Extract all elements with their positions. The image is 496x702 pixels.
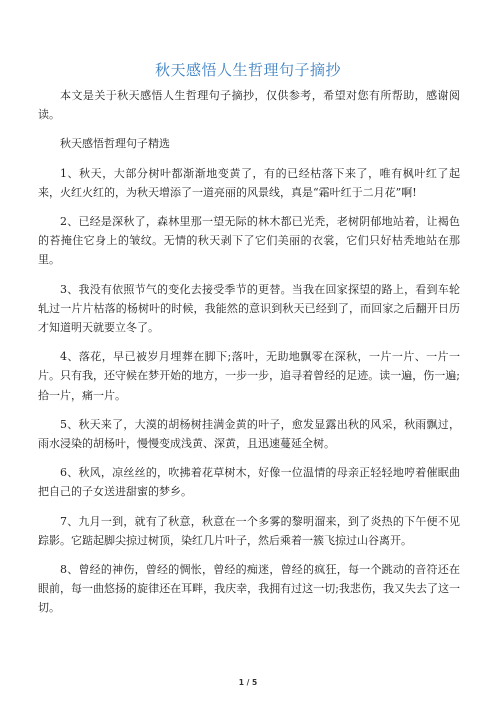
quote-paragraph-7: 7、九月一到，就有了秋意，秋意在一个多雾的黎明溜来，到了炎热的下午便不见踪影。它踮起脚尖掠过树顶，染红几片叶子，然后乘着一簇飞掠过山谷离开。: [38, 514, 460, 547]
quote-paragraph-5: 5、秋天来了，大漠的胡杨树挂满金黄的叶子，愈发显露出秋的风采，秋雨飘过，雨水浸染的胡杨叶，慢慢变成浅黄、深黄，且迅速蔓延全树。: [38, 417, 460, 451]
intro-paragraph: 本文是关于秋天感悟人生哲理句子摘抄，仅供参考，希望对您有所帮助，感谢阅读。: [38, 89, 460, 122]
section-heading: 秋天感悟哲理句子精选: [60, 137, 170, 151]
quote-paragraph-1: 1、秋天，大部分树叶都渐渐地变黄了，有的已经枯落下来了，唯有枫叶红了起来，火红火红的，为秋天增添了一道亮丽的风景线，真是“霜叶红于二月花”啊!: [38, 166, 460, 199]
quote-paragraph-6: 6、秋风，凉丝丝的，吹拂着花草树木，好像一位温情的母亲正轻轻地哼着催眠曲把自己的子女送进甜蜜的梦乡。: [38, 466, 460, 499]
quote-paragraph-3: 3、我没有依照节气的变化去接受季节的更替。当我在回家探望的路上，看到车轮轧过一片片枯落的杨树叶的时候，我能然的意识到秋天已经到了，而回家之后翻开日历才知道明天就要立冬了。: [38, 282, 460, 335]
quote-paragraph-4: 4、落花，早已被岁月埋葬在脚下;落叶，无助地飘零在深秋，一片一片、一片一片。只有我，还守候在梦开始的地方，一步一步，追寻着曾经的足迹。读一遍，伤一遍;拾一片，痛一片。: [38, 350, 460, 402]
quote-paragraph-8: 8、曾经的神伤，曾经的惆怅，曾经的痴迷，曾经的疯狂，每一个跳动的音符还在眼前，每一曲悠扬的旋律还在耳畔，我庆幸，我拥有过这一切;我悲伤，我又失去了这一切。: [38, 563, 460, 615]
page-number: 1 / 5: [238, 678, 258, 687]
page-title: 秋天感悟人生哲理句子摘抄: [154, 61, 341, 79]
quote-paragraph-2: 2、已经是深秋了，森林里那一望无际的林木都已光秃，老树阴郁地站着，让褐色的苔掩住它身上的皱纹。无情的秋天剥下了它们美丽的衣裳，它们只好枯秃地站在那里。: [38, 215, 460, 267]
document-body: [38, 86, 460, 628]
